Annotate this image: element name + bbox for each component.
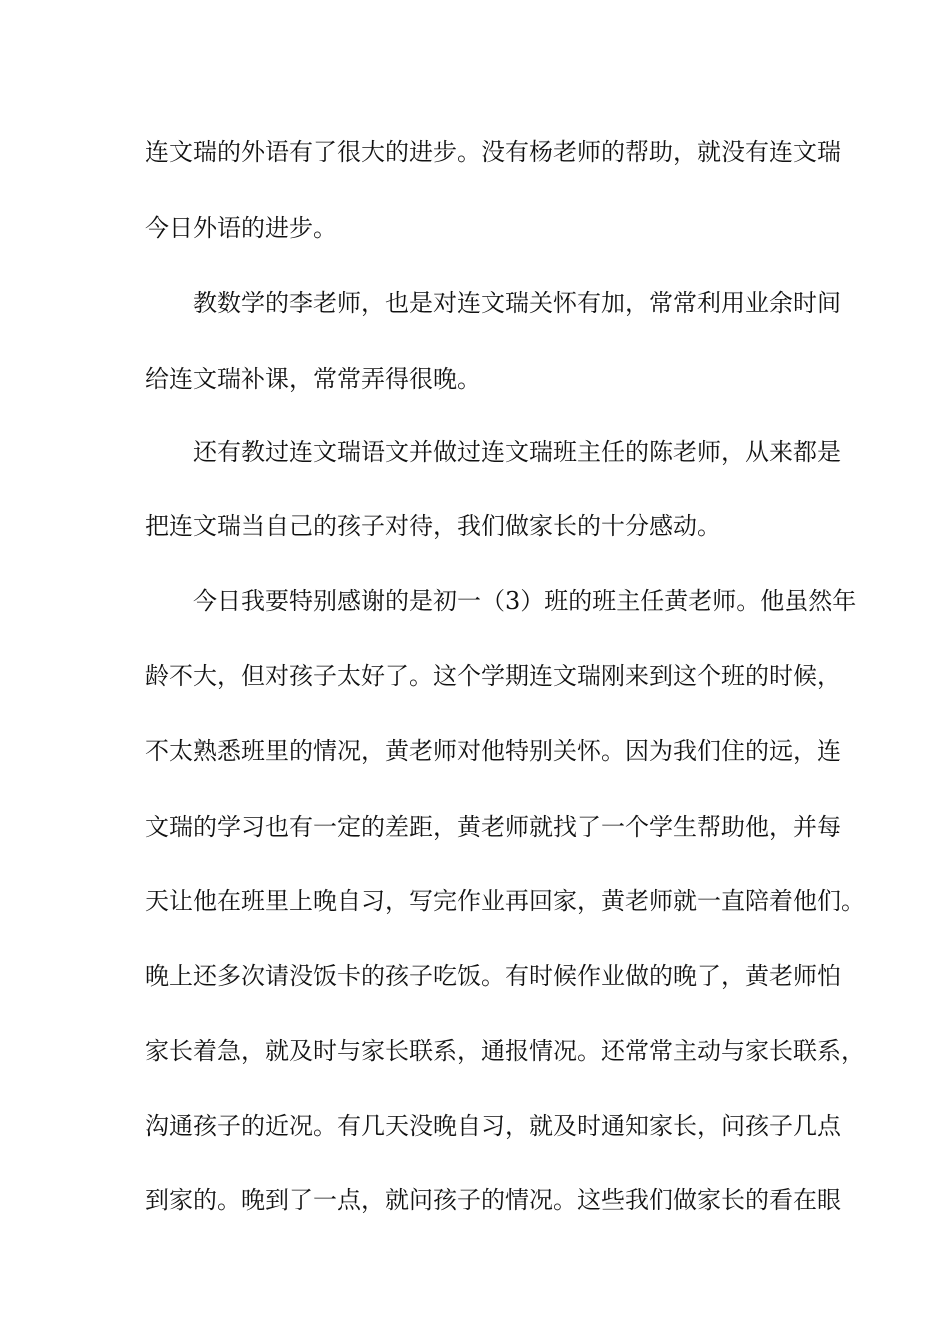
- text-line: 连文瑞的外语有了很大的进步。没有杨老师的帮助，就没有连文瑞: [145, 138, 841, 166]
- text-line: 天让他在班里上晚自习，写完作业再回家，黄老师就一直陪着他们。: [145, 887, 865, 915]
- text-line: 晚上还多次请没饭卡的孩子吃饭。有时候作业做的晚了，黄老师怕: [145, 962, 841, 990]
- text-line: 给连文瑞补课，常常弄得很晚。: [145, 365, 481, 393]
- text-line: 家长着急，就及时与家长联系，通报情况。还常常主动与家长联系，: [145, 1037, 865, 1065]
- text-line: 把连文瑞当自己的孩子对待，我们做家长的十分感动。: [145, 512, 721, 540]
- text-line: 今日我要特别感谢的是初一（3）班的班主任黄老师。他虽然年: [145, 587, 857, 615]
- text-line: 今日外语的进步。: [145, 214, 337, 242]
- text-line: 沟通孩子的近况。有几天没晚自习，就及时通知家长，问孩子几点: [145, 1112, 841, 1140]
- text-line: 不太熟悉班里的情况，黄老师对他特别关怀。因为我们住的远，连: [145, 737, 841, 765]
- text-line: 教数学的李老师，也是对连文瑞关怀有加，常常利用业余时间: [145, 289, 841, 317]
- text-line: 还有教过连文瑞语文并做过连文瑞班主任的陈老师，从来都是: [145, 438, 841, 466]
- text-line: 文瑞的学习也有一定的差距，黄老师就找了一个学生帮助他，并每: [145, 813, 841, 841]
- text-line: 到家的。晚到了一点，就问孩子的情况。这些我们做家长的看在眼: [145, 1186, 841, 1214]
- text-line: 龄不大，但对孩子太好了。这个学期连文瑞刚来到这个班的时候，: [145, 662, 841, 690]
